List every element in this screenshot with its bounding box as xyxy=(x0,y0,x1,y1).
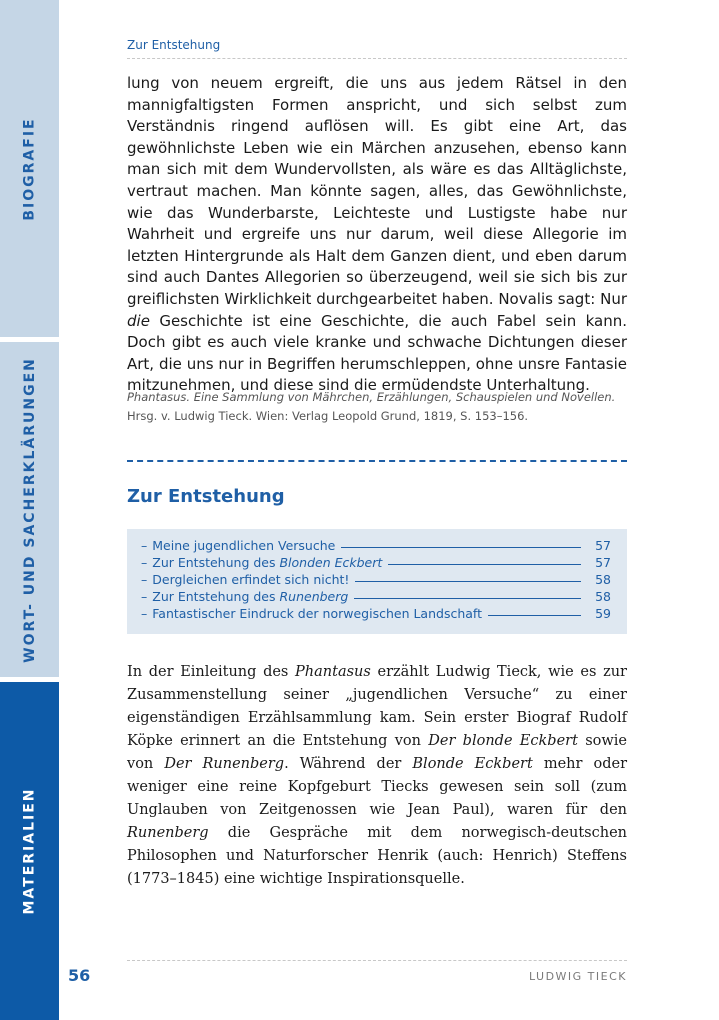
toc-label: Zur Entstehung des Blonden Eckbert xyxy=(152,555,383,570)
source-details: Hrsg. v. Ludwig Tieck. Wien: Verlag Leopold Grund, 1819, S. 153–156. xyxy=(127,409,529,423)
quote-part-1: lung von neuem ergreift, die uns aus jedem Rätsel in den mannigfaltigsten Formen anspricht, und sich selbst zum Verständnis ringend auflösen will. Es gibt eine Art, das gewöhnlichste Leben wie ein Märchen anzusehen, ebenso kann man sich mit dem Wundervollsten, als wäre es das Alltäglichste, vertraut machen. Man könnte sagen, alles, das Gewöhnlichste, wie das Wunderbarste, Leichteste und Lustigste habe nur Wahrheit und ergreife uns nur darum, weil diese Allegorie im letzten Hintergrunde als Halt dem Ganzen dient, und eben darum sind auch Dantes Allegorien so überzeugend, weil sie sich bis zur greiflichsten Wirklichkeit durchgearbeitet haben. Novalis sagt: Nur xyxy=(127,74,627,308)
quote-text xyxy=(127,73,627,397)
toc-page: 59 xyxy=(595,606,611,621)
toc-label: Meine jugendlichen Versuche xyxy=(152,538,336,553)
tab-biografie-label: BIOGRAFIE xyxy=(21,116,38,221)
toc-item[interactable] xyxy=(141,572,611,589)
running-header: Zur Entstehung xyxy=(127,38,221,52)
toc-label: Fantastischer Eindruck der norwegischen Landschaft xyxy=(152,606,482,621)
toc-leader xyxy=(354,598,581,599)
toc-leader xyxy=(388,564,581,565)
toc-dash: – xyxy=(141,589,148,604)
sidebar xyxy=(0,0,59,1020)
body-paragraph: In der Einleitung des Phantasus erzählt Ludwig Tieck, wie es zur Zusammenstellung seiner „jugendlichen Versuche“ zu einer eigenständigen Erzählsammlung kam. Sein erster Biograf Rudolf Köpke erinnert an die Entstehung von Der blonde Eckbert sowie von Der Runenberg. Während der Blonde Eckbert mehr oder weniger eine reine Kopfgeburt Tiecks gewesen sein soll (zum Unglauben von Zeitgenossen wie Jean Paul), waren für den Runenberg die Gespräche mit dem norwegisch-deutschen Philosophen und Naturforscher Henrik (auch: Henrich) Steffens (1773–1845) eine wichtige Inspirationsquelle. xyxy=(127,664,628,887)
toc-page: 57 xyxy=(595,538,611,553)
header-divider xyxy=(127,58,627,59)
toc-label: Dergleichen erfindet sich nicht! xyxy=(152,572,350,587)
toc-item[interactable] xyxy=(141,606,611,623)
source-title: Phantasus. Eine Sammlung von Mährchen, Erzählungen, Schauspielen und Novellen. xyxy=(127,390,616,404)
tab-wort-und-sacherklaerungen-label: WORT- UND SACHERKLÄRUNGEN xyxy=(21,356,38,663)
toc-item[interactable] xyxy=(141,538,611,555)
toc-page: 58 xyxy=(595,589,611,604)
toc-page: 57 xyxy=(595,555,611,570)
toc-item[interactable] xyxy=(141,555,611,572)
toc-label: Zur Entstehung des Runenberg xyxy=(152,589,349,604)
tab-wort-und-sacherklaerungen[interactable] xyxy=(0,342,59,677)
footer-author: LUDWIG TIECK xyxy=(528,970,627,983)
toc-dash: – xyxy=(141,538,148,553)
section-divider xyxy=(127,460,627,462)
section-heading: Zur Entstehung xyxy=(127,486,285,507)
page-number: 56 xyxy=(68,966,91,985)
toc-leader xyxy=(355,581,581,582)
table-of-contents xyxy=(127,529,627,634)
toc-page: 58 xyxy=(595,572,611,587)
footer-divider xyxy=(127,960,627,961)
toc-item[interactable] xyxy=(141,589,611,606)
toc-dash: – xyxy=(141,606,148,621)
tab-materialien[interactable] xyxy=(0,682,59,1020)
tab-materialien-label: MATERIALIEN xyxy=(21,787,38,915)
toc-dash: – xyxy=(141,555,148,570)
quote-emphasis: die xyxy=(127,311,150,330)
toc-leader xyxy=(488,615,581,616)
toc-dash: – xyxy=(141,572,148,587)
quote-part-2: Geschichte ist eine Geschichte, die auch Fabel sein kann. Doch gibt es auch viele kranke und schwache Dichtungen dieser Art, die uns nur in Begriffen herumschleppen, ohne unsre Fantasie mitzunehmen, und diese sind die ermüdendste Unterhaltung. xyxy=(127,311,627,395)
toc-leader xyxy=(341,547,581,548)
tab-biografie[interactable] xyxy=(0,0,59,337)
source-citation xyxy=(127,388,627,426)
